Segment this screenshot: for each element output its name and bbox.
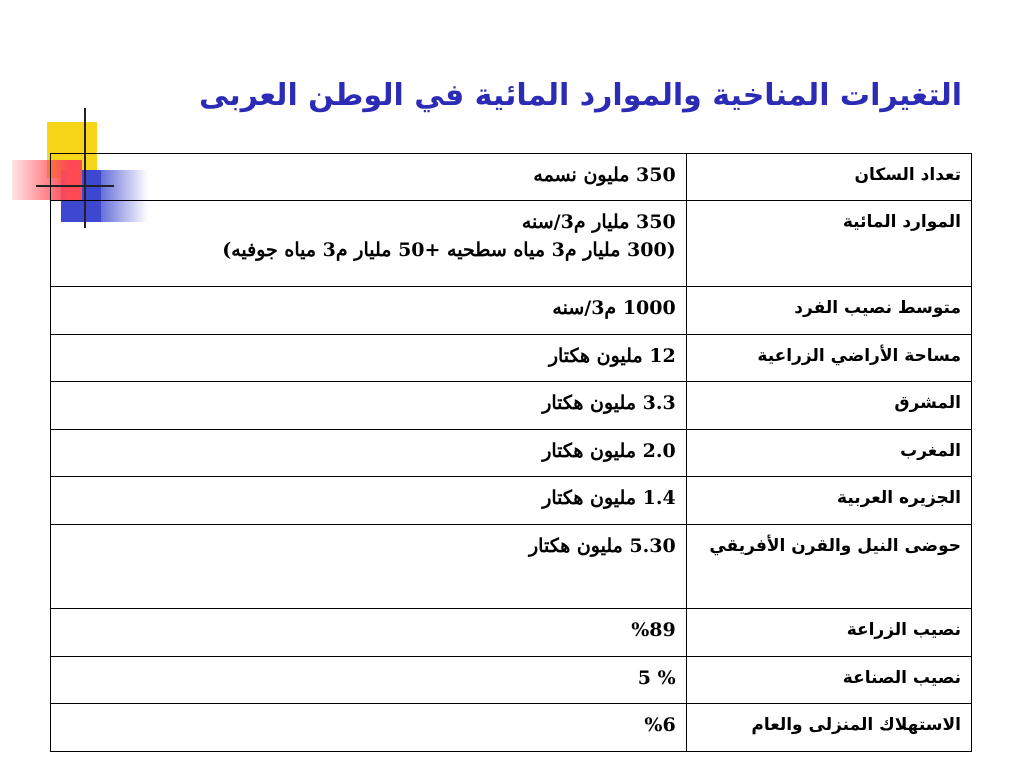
row-label: حوضى النيل والقرن الأفريقي <box>686 525 971 609</box>
row-value: % 5 <box>51 657 687 704</box>
row-value: 1000 م3/سنه <box>51 287 687 335</box>
table-row <box>51 382 972 430</box>
table-row <box>51 287 972 335</box>
row-value: 350 مليون نسمه <box>51 154 687 201</box>
row-label: نصيب الصناعة <box>686 657 971 704</box>
row-value: 12 مليون هكتار <box>51 335 687 382</box>
row-value: %6 <box>51 704 687 752</box>
table-row <box>51 154 972 201</box>
row-value: 1.4 مليون هكتار <box>51 477 687 525</box>
row-value: 3.3 مليون هكتار <box>51 382 687 430</box>
data-table <box>50 153 972 752</box>
row-label: الموارد المائية <box>686 201 971 287</box>
table-row <box>51 525 972 609</box>
row-label: تعداد السكان <box>686 154 971 201</box>
row-label: المغرب <box>686 430 971 477</box>
slide-title: التغيرات المناخية والموارد المائية في الوطن العربى <box>198 78 962 113</box>
row-label: الاستهلاك المنزلى والعام <box>686 704 971 752</box>
table-row <box>51 477 972 525</box>
row-label: المشرق <box>686 382 971 430</box>
table-row <box>51 201 972 287</box>
row-value-line-2: (300 مليار م3 مياه سطحيه +50 مليار م3 مياه جوفيه) <box>222 239 676 261</box>
row-value: 5.30 مليون هكتار <box>51 525 687 609</box>
table-row <box>51 430 972 477</box>
table-row <box>51 335 972 382</box>
row-value-line-1: 350 مليار م3/سنه <box>521 211 676 233</box>
row-value-multiline <box>51 201 687 287</box>
row-label: نصيب الزراعة <box>686 609 971 657</box>
row-label: مساحة الأراضي الزراعية <box>686 335 971 382</box>
table-row <box>51 609 972 657</box>
table-row <box>51 657 972 704</box>
table-row <box>51 704 972 752</box>
row-value: 2.0 مليون هكتار <box>51 430 687 477</box>
row-label: الجزيره العربية <box>686 477 971 525</box>
row-value: %89 <box>51 609 687 657</box>
row-label: متوسط نصيب الفرد <box>686 287 971 335</box>
